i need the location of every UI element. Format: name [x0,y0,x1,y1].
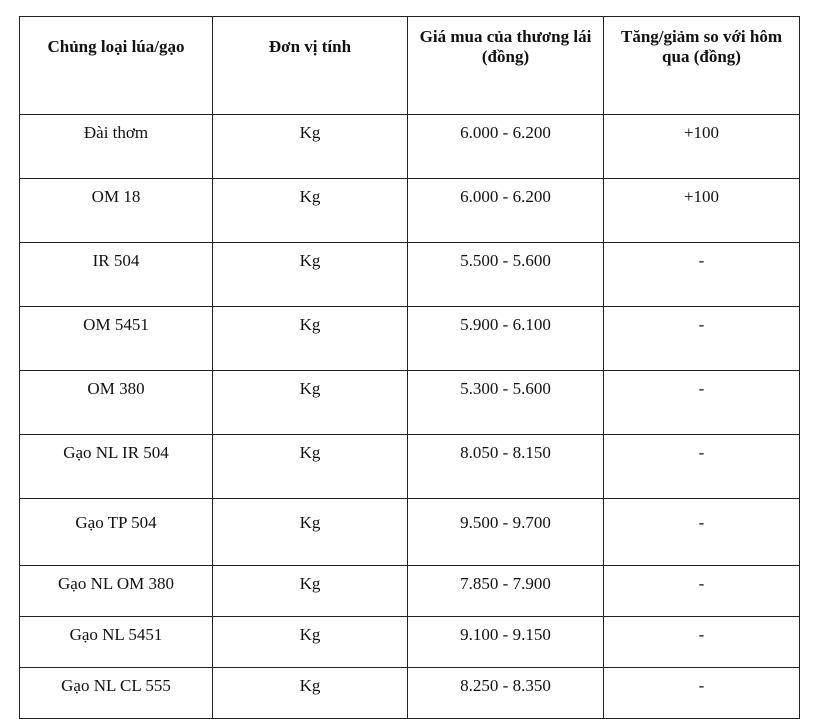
table-row [20,115,800,179]
cell-price: 7.850 - 7.900 [408,566,604,617]
cell-variety: OM 380 [20,371,213,435]
cell-price: 6.000 - 6.200 [408,179,604,243]
cell-price: 9.100 - 9.150 [408,617,604,668]
cell-unit: Kg [213,179,408,243]
cell-unit: Kg [213,435,408,499]
table-row [20,243,800,307]
table-row [20,307,800,371]
cell-change: - [604,566,800,617]
cell-unit: Kg [213,617,408,668]
cell-unit: Kg [213,371,408,435]
cell-price: 8.250 - 8.350 [408,668,604,719]
table-row [20,668,800,719]
header-variety: Chủng loại lúa/gạo [20,17,213,115]
cell-unit: Kg [213,243,408,307]
rice-price-table [19,16,800,719]
header-price: Giá mua của thương lái (đồng) [408,17,604,115]
cell-price: 5.500 - 5.600 [408,243,604,307]
table-row [20,179,800,243]
cell-change: - [604,307,800,371]
cell-price: 5.300 - 5.600 [408,371,604,435]
table-row [20,617,800,668]
cell-change: +100 [604,115,800,179]
cell-unit: Kg [213,566,408,617]
cell-variety: Gạo NL OM 380 [20,566,213,617]
cell-variety: OM 18 [20,179,213,243]
cell-change: - [604,371,800,435]
cell-change: - [604,435,800,499]
cell-change: +100 [604,179,800,243]
cell-unit: Kg [213,668,408,719]
cell-variety: Gạo NL IR 504 [20,435,213,499]
cell-unit: Kg [213,499,408,566]
cell-variety: Gạo NL CL 555 [20,668,213,719]
cell-price: 5.900 - 6.100 [408,307,604,371]
table-row [20,499,800,566]
cell-unit: Kg [213,307,408,371]
cell-change: - [604,668,800,719]
header-change: Tăng/giảm so với hôm qua (đồng) [604,17,800,115]
cell-change: - [604,617,800,668]
cell-unit: Kg [213,115,408,179]
cell-variety: Đài thơm [20,115,213,179]
cell-change: - [604,243,800,307]
table-row [20,371,800,435]
cell-price: 9.500 - 9.700 [408,499,604,566]
header-unit: Đơn vị tính [213,17,408,115]
cell-variety: Gạo TP 504 [20,499,213,566]
table-row [20,566,800,617]
cell-variety: IR 504 [20,243,213,307]
table-header-row [20,17,800,115]
cell-variety: Gạo NL 5451 [20,617,213,668]
cell-price: 6.000 - 6.200 [408,115,604,179]
cell-variety: OM 5451 [20,307,213,371]
table-row [20,435,800,499]
cell-price: 8.050 - 8.150 [408,435,604,499]
cell-change: - [604,499,800,566]
